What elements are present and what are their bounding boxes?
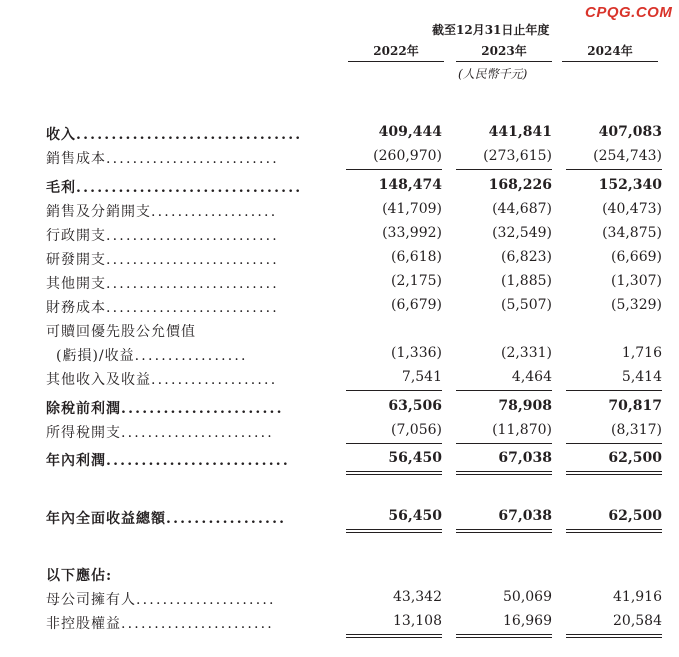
table-row-rnd-expenses	[46, 249, 666, 269]
underline	[566, 443, 662, 444]
value-2023: (44,687)	[492, 201, 552, 217]
table-row-other-expenses	[46, 273, 666, 293]
row-label: 可贖回優先股公允價值	[46, 324, 196, 340]
value-2023: 4,464	[511, 369, 552, 385]
row-label: 收入................................	[46, 127, 303, 143]
double-underline	[566, 634, 662, 638]
double-underline	[566, 529, 662, 533]
value-2023: 50,069	[503, 589, 552, 605]
table-row-total-comprehensive-income	[46, 508, 666, 528]
value-2022: (260,970)	[373, 148, 442, 164]
value-2023: 67,038	[498, 450, 552, 466]
watermark-logo: CPQG.COM	[585, 4, 673, 21]
underline	[456, 169, 552, 170]
underline	[346, 443, 442, 444]
underline	[346, 390, 442, 391]
table-row-other-income	[46, 369, 666, 389]
value-2022: (6,679)	[390, 297, 442, 313]
value-2024: (6,669)	[610, 249, 662, 265]
value-2022: 148,474	[378, 177, 442, 193]
value-2022: (1,336)	[390, 345, 442, 361]
value-2023: (273,615)	[483, 148, 552, 164]
underline	[456, 390, 552, 391]
row-label: 年內利潤..........................	[46, 453, 290, 469]
value-2024: 20,584	[613, 613, 662, 629]
row-label: 銷售及分銷開支...................	[46, 204, 278, 220]
period-header: 截至12月31日止年度	[432, 23, 550, 37]
table-row-owners-of-parent	[46, 589, 666, 609]
table-row-admin-expenses	[46, 225, 666, 245]
row-label: 其他開支..........................	[46, 276, 279, 292]
value-2022: (7,056)	[390, 422, 442, 438]
table-row-preferred-shares-fair-value	[46, 345, 666, 365]
double-underline	[346, 471, 442, 475]
value-2024: 5,414	[621, 369, 662, 385]
value-2024: 62,500	[608, 450, 662, 466]
value-2024: (40,473)	[602, 201, 662, 217]
value-2023: (11,870)	[492, 422, 552, 438]
double-underline	[456, 634, 552, 638]
value-2023: 78,908	[498, 398, 552, 414]
value-2022: 43,342	[393, 589, 442, 605]
table-row-revenue	[46, 124, 666, 144]
value-2024: (1,307)	[610, 273, 662, 289]
year-header-2023: 2023年	[456, 42, 552, 62]
value-2022: 56,450	[388, 450, 442, 466]
value-2023: 441,841	[488, 124, 552, 140]
value-2024: 152,340	[598, 177, 662, 193]
year-header-2024: 2024年	[562, 42, 658, 62]
value-2022: 56,450	[388, 508, 442, 524]
value-2023: (5,507)	[500, 297, 552, 313]
value-2023: 16,969	[503, 613, 552, 629]
row-label: 以下應佔:	[46, 568, 113, 584]
value-2024: (5,329)	[610, 297, 662, 313]
row-label: 所得稅開支.......................	[46, 425, 274, 441]
value-2022: 63,506	[388, 398, 442, 414]
value-2024: 407,083	[598, 124, 662, 140]
row-label: 母公司擁有人.....................	[46, 592, 276, 608]
value-2022: (41,709)	[382, 201, 442, 217]
value-2022: 409,444	[378, 124, 442, 140]
value-2024: (254,743)	[593, 148, 662, 164]
value-2024: (34,875)	[602, 225, 662, 241]
value-2023: (6,823)	[500, 249, 552, 265]
value-2024: 62,500	[608, 508, 662, 524]
value-2023: 168,226	[488, 177, 552, 193]
value-2023: (2,331)	[500, 345, 552, 361]
double-underline	[566, 471, 662, 475]
underline	[566, 390, 662, 391]
table-row-gross-profit	[46, 177, 666, 197]
value-2024: 1,716	[621, 345, 662, 361]
row-label: 研發開支..........................	[46, 252, 279, 268]
table-row-preferred-shares-heading	[46, 321, 666, 341]
value-2022: 7,541	[401, 369, 442, 385]
double-underline	[346, 634, 442, 638]
table-row-finance-costs	[46, 297, 666, 317]
underline	[346, 169, 442, 170]
value-2024: 70,817	[608, 398, 662, 414]
unit-label: (人民幣千元)	[458, 67, 528, 81]
double-underline	[346, 529, 442, 533]
row-label: 年內全面收益總額.................	[46, 511, 287, 527]
table-row-cost-of-sales	[46, 148, 666, 168]
row-label: 非控股權益.......................	[46, 616, 274, 632]
row-label: (虧損)/收益.................	[56, 348, 248, 364]
row-label: 除稅前利潤.......................	[46, 401, 284, 417]
double-underline	[456, 529, 552, 533]
underline	[456, 443, 552, 444]
table-row-attributable-heading	[46, 565, 666, 585]
row-label: 財務成本..........................	[46, 300, 279, 316]
value-2023: (1,885)	[500, 273, 552, 289]
double-underline	[456, 471, 552, 475]
row-label: 毛利................................	[46, 180, 303, 196]
value-2022: (2,175)	[390, 273, 442, 289]
year-header-2022: 2022年	[348, 42, 444, 62]
value-2022: (6,618)	[390, 249, 442, 265]
row-label: 行政開支..........................	[46, 228, 279, 244]
table-row-non-controlling-interests	[46, 613, 666, 633]
value-2024: (8,317)	[610, 422, 662, 438]
value-2023: (32,549)	[492, 225, 552, 241]
value-2024: 41,916	[613, 589, 662, 605]
table-row-income-tax	[46, 422, 666, 442]
value-2022: 13,108	[393, 613, 442, 629]
table-row-profit-for-year	[46, 450, 666, 470]
value-2022: (33,992)	[382, 225, 442, 241]
table-row-profit-before-tax	[46, 398, 666, 418]
value-2023: 67,038	[498, 508, 552, 524]
table-row-selling-expenses	[46, 201, 666, 221]
row-label: 其他收入及收益...................	[46, 372, 278, 388]
underline	[566, 169, 662, 170]
row-label: 銷售成本..........................	[46, 151, 279, 167]
